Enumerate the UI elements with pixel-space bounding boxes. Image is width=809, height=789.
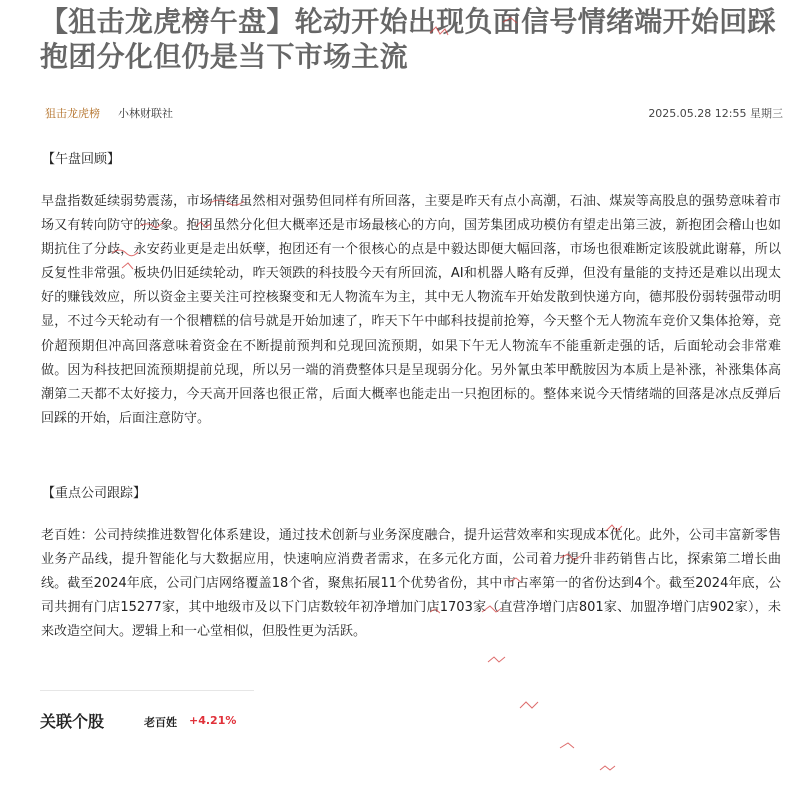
publish-time: 2025.05.28 12:55 星期三	[648, 107, 783, 120]
related-stock-name[interactable]: 老百姓	[144, 716, 177, 729]
column-link[interactable]: 狙击龙虎榜	[45, 107, 100, 120]
section-heading-company: 【重点公司跟踪】	[42, 486, 147, 501]
related-stocks	[40, 709, 340, 733]
article-meta	[45, 105, 785, 121]
section-body-company: 老百姓：公司持续推进数智化体系建设，通过技术创新与业务深度融合，提升运营效率和实现成本优化。此外，公司丰富新零售业务产品线，提升智能化与大数据应用，快速响应消费者需求，在多元化方面，公司着力提升非药销售占比，探索第二增长曲线。截至2024年底，公司门店网络覆盖18个省，聚焦拓展11个优势省份，其中市占率第一的省份达到4个。截至2024年底，公司共拥有门店15277家，其中地级市及以下门店数较年初净增加门店1703家（直营净增门店801家、加盟净增门店902家），未来改造空间大。逻辑上和一心堂相似，但股性更为活跃。	[41, 528, 781, 640]
related-stock-change: +4.21%	[189, 714, 237, 727]
section-body-review: 早盘指数延续弱势震荡，市场情绪虽然相对强势但同样有所回落，主要是昨天有点小高潮，石油、煤炭等高股息的强势意味着市场又有转向防守的迹象。抱团虽然分化但大概率还是市场最核心的方向，国芳集团成功模仿有望走出第三波，新抱团会稽山也如期抗住了分歧，永安药业更是走出妖孽，抱团还有一个很核心的点是中毅达即便大幅回落，市场也很难断定该股就此谢幕，所以反复性非常强。板块仍旧延续轮动，昨天领跌的科技股今天有所回流，AI和机器人略有反弹，但没有量能的支持还是难以出现太好的赚钱效应，所以资金主要关注可控核聚变和无人物流车为主，其中无人物流车开始发散到快递方向，德邦股份弱转强带动明显，不过今天轮动有一个很糟糕的信号就是开始加速了，昨天下午中邮科技提前抢筹，今天整个无人物流车竞价又集体抢筹，竞价超预期但冲高回落意味着资金在不断提前预判和兑现回流预期，如果下午无人物流车不能重新走强的话，后面轮动会非常难做。因为科技把回流预期提前兑现，所以另一端的消费整体只是呈现弱分化。另外氰虫苯甲酰胺因为本质上是补涨，补涨集体高潮第二天都不太好接力，今天高开回落也很正常，后面大概率也能走出一只抱团标的。整体来说今天情绪端的回落是冰点反弹后回踩的开始，后面注意防守。	[41, 194, 781, 426]
related-stocks-label: 关联个股	[40, 712, 105, 731]
article-title: 【狙击龙虎榜午盘】轮动开始出现负面信号情绪端开始回踩 抱团分化但仍是当下市场主流	[40, 5, 776, 73]
divider	[40, 690, 254, 691]
section-heading-review: 【午盘回顾】	[42, 152, 121, 167]
author-name: 小林财联社	[118, 107, 173, 120]
